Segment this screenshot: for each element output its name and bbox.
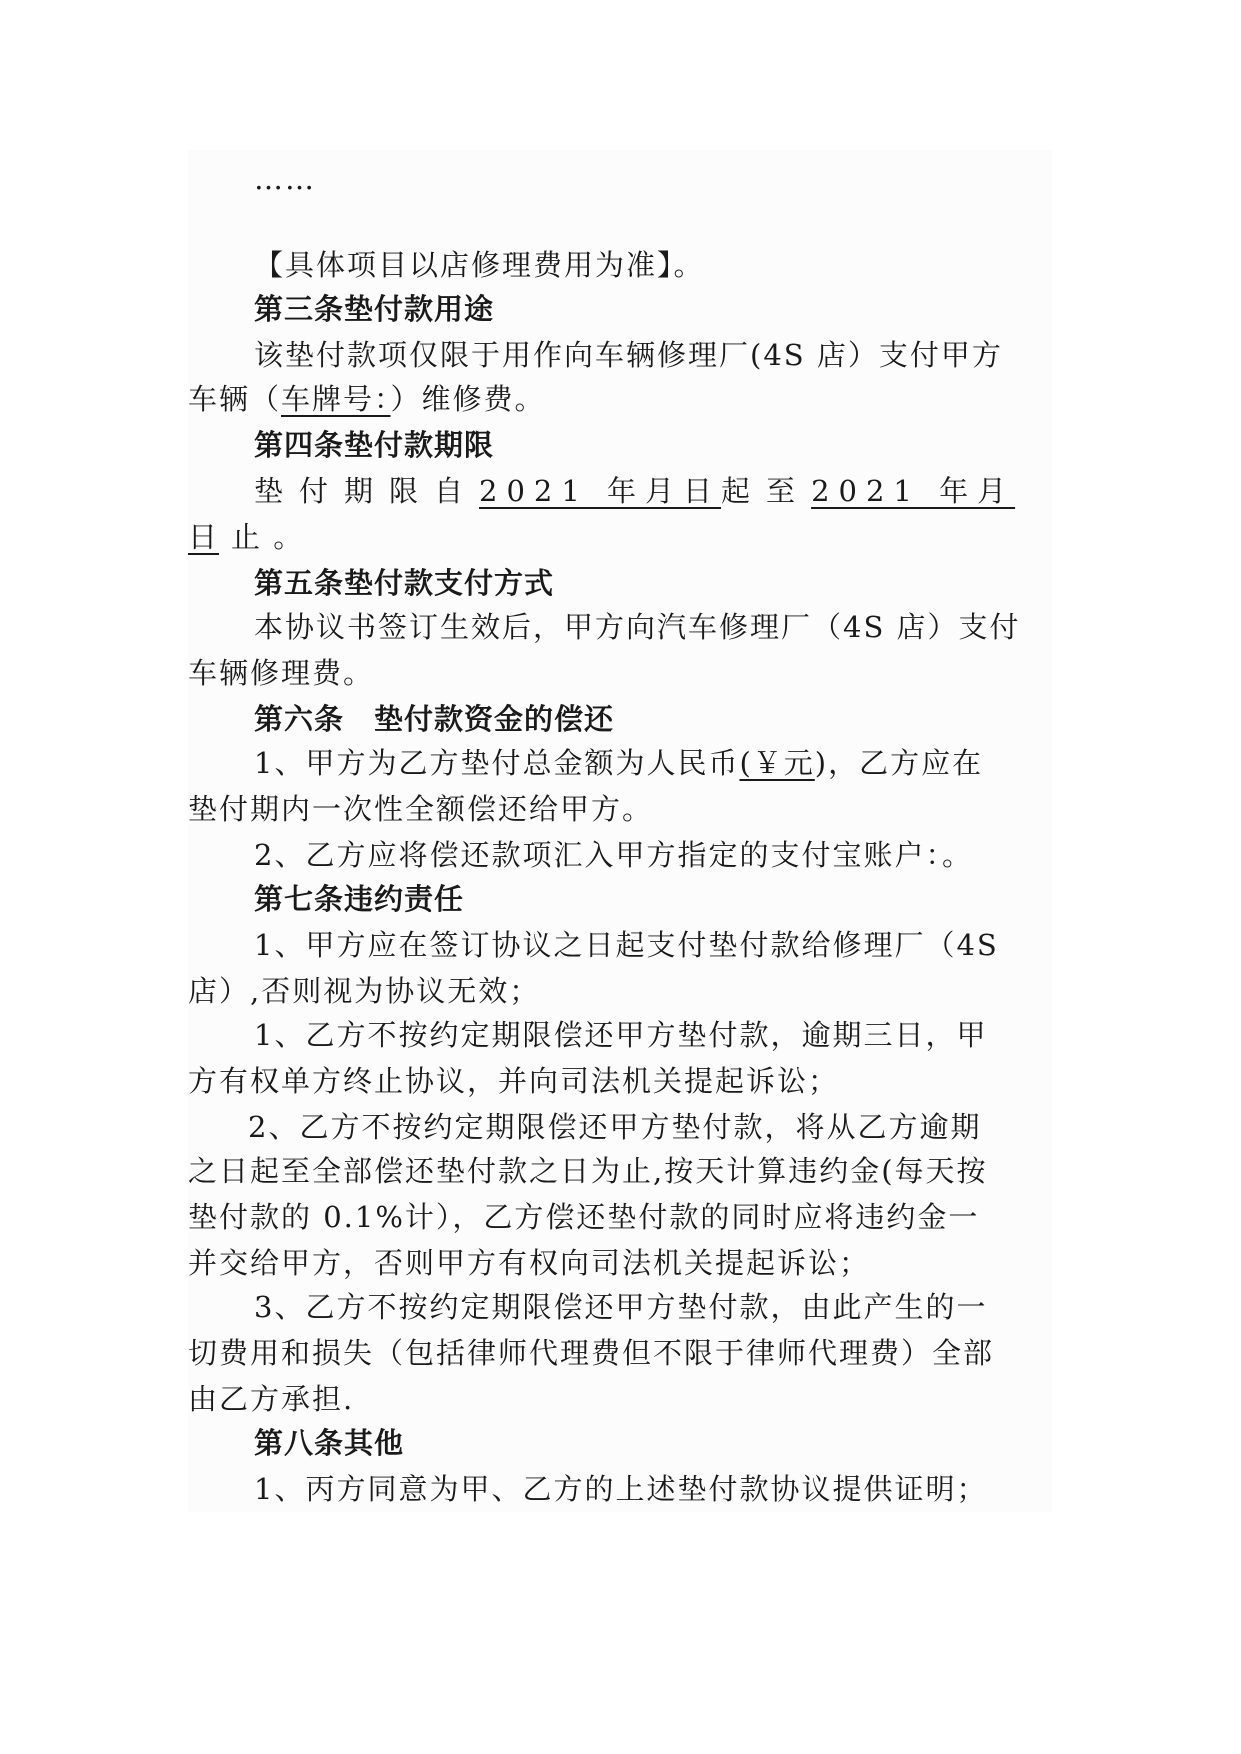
article-3-line-2-b: ）维修费。 (390, 382, 546, 416)
article-5-line-1: 本协议书签订生效后，甲方向汽车修理厂（4S 店）支付 (254, 610, 1021, 644)
plate-number-field: 车牌号： (281, 382, 391, 416)
article-5-line-2: 车辆修理费。 (188, 656, 375, 690)
article-8-heading: 第八条其他 (254, 1426, 405, 1460)
article-3-line-2 (188, 376, 1052, 422)
end-day-field: 日 (188, 520, 220, 554)
article-7-para-3-line-1: 2、乙方不按约定期限偿还甲方垫付款，将从乙方逾期 (248, 1110, 982, 1144)
article-7-para-3-line-4: 并交给甲方，否则甲方有权向司法机关提起诉讼； (188, 1246, 871, 1280)
article-4-line-1 (188, 468, 1052, 514)
repair-note: 【具体项目以店修理费用为准】。 (254, 248, 705, 282)
article-8-para-1: 1、丙方同意为甲、乙方的上述垫付款协议提供证明； (254, 1472, 988, 1506)
article-7-para-3-line-3: 垫付款的 0.1%计），乙方偿还垫付款的同时应将违约金一 (188, 1200, 980, 1234)
article-7-para-1-line-1: 1、甲方应在签订协议之日起支付垫付款给修理厂（4S (254, 928, 999, 962)
article-4-heading: 第四条垫付款期限 (254, 428, 495, 462)
article-6-para-1-b: )，乙方应在 (814, 746, 984, 780)
article-7-heading: 第七条违约责任 (254, 882, 465, 916)
article-7-para-4-line-1: 3、乙方不按约定期限偿还甲方垫付款，由此产生的一 (254, 1290, 988, 1324)
article-3-line-2-a: 车辆（ (188, 382, 282, 416)
article-6-para-1-line-2: 垫付期内一次性全额偿还给甲方。 (188, 792, 654, 826)
document-page (188, 150, 1052, 1512)
article-4-line-2 (188, 514, 1052, 560)
article-4-line-2-end: 止 。 (231, 520, 305, 554)
article-5-heading: 第五条垫付款支付方式 (254, 566, 555, 600)
article-7-para-4-line-2: 切费用和损失（包括律师代理费但不限于律师代理费）全部 (188, 1336, 995, 1370)
article-7-para-2-line-1: 1、乙方不按约定期限偿还甲方垫付款，逾期三日，甲 (254, 1018, 988, 1052)
period-to-label: 起至 (721, 474, 812, 508)
end-date-field: 2021 年月 (811, 474, 1016, 508)
ellipsis-text: …… (254, 162, 316, 196)
period-label: 垫付期限自 (254, 474, 480, 508)
amount-field: (￥元 (739, 746, 815, 780)
article-3-line-1: 该垫付款项仅限于用作向车辆修理厂(4S 店）支付甲方 (254, 338, 1003, 372)
article-6-para-1-a: 1、甲方为乙方垫付总金额为人民币 (254, 746, 740, 780)
article-7-para-3-line-2: 之日起至全部偿还垫付款之日为止,按天计算违约金(每天按 (188, 1154, 988, 1188)
article-7-para-1-line-2: 店）,否则视为协议无效； (188, 974, 541, 1008)
article-3-heading: 第三条垫付款用途 (254, 292, 495, 326)
article-7-para-2-line-2: 方有权单方终止协议，并向司法机关提起诉讼； (188, 1064, 840, 1098)
start-date-field: 2021 年月日 (479, 474, 722, 508)
article-7-para-4-line-3: 由乙方承担. (188, 1382, 355, 1416)
article-6-para-1-line-1 (188, 740, 1052, 786)
article-6-para-2: 2、乙方应将偿还款项汇入甲方指定的支付宝账户：。 (254, 838, 973, 872)
article-6-heading: 第六条 垫付款资金的偿还 (254, 702, 615, 736)
